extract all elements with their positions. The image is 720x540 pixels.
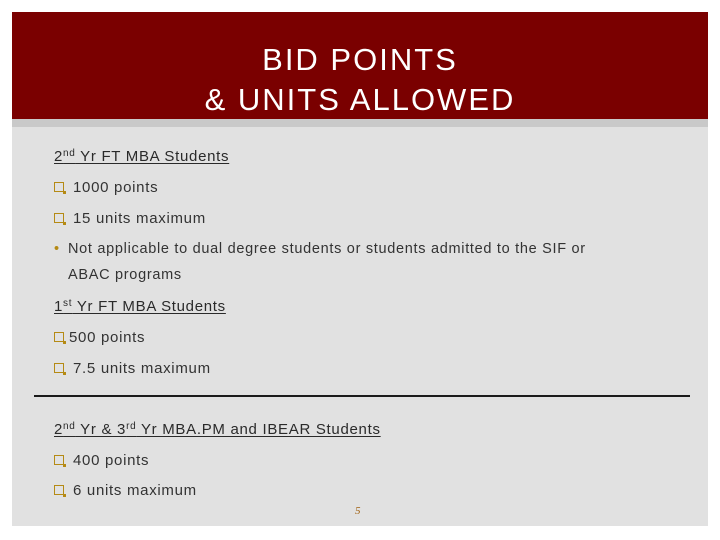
list-item	[54, 329, 145, 346]
heading-ordinal: nd	[63, 421, 76, 432]
note-line-2: ABAC programs	[68, 267, 182, 283]
list-item	[54, 482, 197, 499]
heading-text: Yr & 3	[75, 421, 127, 438]
section-divider	[34, 395, 690, 397]
list-item	[54, 360, 211, 377]
heading-text: Yr MBA.PM and IBEAR Students	[136, 421, 381, 438]
section-heading-mba-pm-ibear	[54, 421, 381, 438]
square-bullet-icon	[54, 363, 64, 373]
list-item-text: 1000 points	[73, 179, 159, 196]
heading-number: 2	[54, 421, 64, 438]
list-item-text: 6 units maximum	[73, 482, 197, 499]
heading-ordinal: rd	[126, 421, 137, 432]
list-item-text: 500 points	[69, 329, 146, 346]
title-band	[12, 12, 708, 119]
slide-title-line-2: & UNITS ALLOWED	[204, 82, 516, 117]
list-item	[54, 452, 149, 469]
note-text: Not applicable to dual degree students or students admitted to the SIF or	[68, 241, 586, 257]
heading-number: 1	[54, 298, 64, 315]
title-divider	[12, 119, 708, 127]
list-item-text: 15 units maximum	[73, 210, 206, 227]
heading-number: 2	[54, 148, 64, 165]
heading-text: Yr FT MBA Students	[75, 148, 230, 165]
list-item-text: 400 points	[73, 452, 150, 469]
square-bullet-icon	[54, 213, 64, 223]
list-item	[54, 179, 158, 196]
list-item	[54, 210, 206, 227]
square-bullet-icon	[54, 182, 64, 192]
heading-text: Yr FT MBA Students	[72, 298, 226, 315]
list-item-text: 7.5 units maximum	[73, 360, 211, 377]
square-bullet-icon	[54, 332, 64, 342]
square-bullet-icon	[54, 455, 64, 465]
square-bullet-icon	[54, 485, 64, 495]
page-number: 5	[355, 505, 361, 517]
section-heading-2nd-yr-ft	[54, 148, 229, 165]
note-line-1	[54, 241, 586, 257]
section-heading-1st-yr-ft	[54, 298, 226, 315]
heading-ordinal: nd	[63, 148, 76, 159]
dot-bullet-icon: •	[54, 241, 60, 257]
heading-ordinal: st	[63, 298, 73, 309]
slide-title-line-1: BID POINTS	[262, 42, 458, 77]
content-panel	[12, 127, 708, 526]
